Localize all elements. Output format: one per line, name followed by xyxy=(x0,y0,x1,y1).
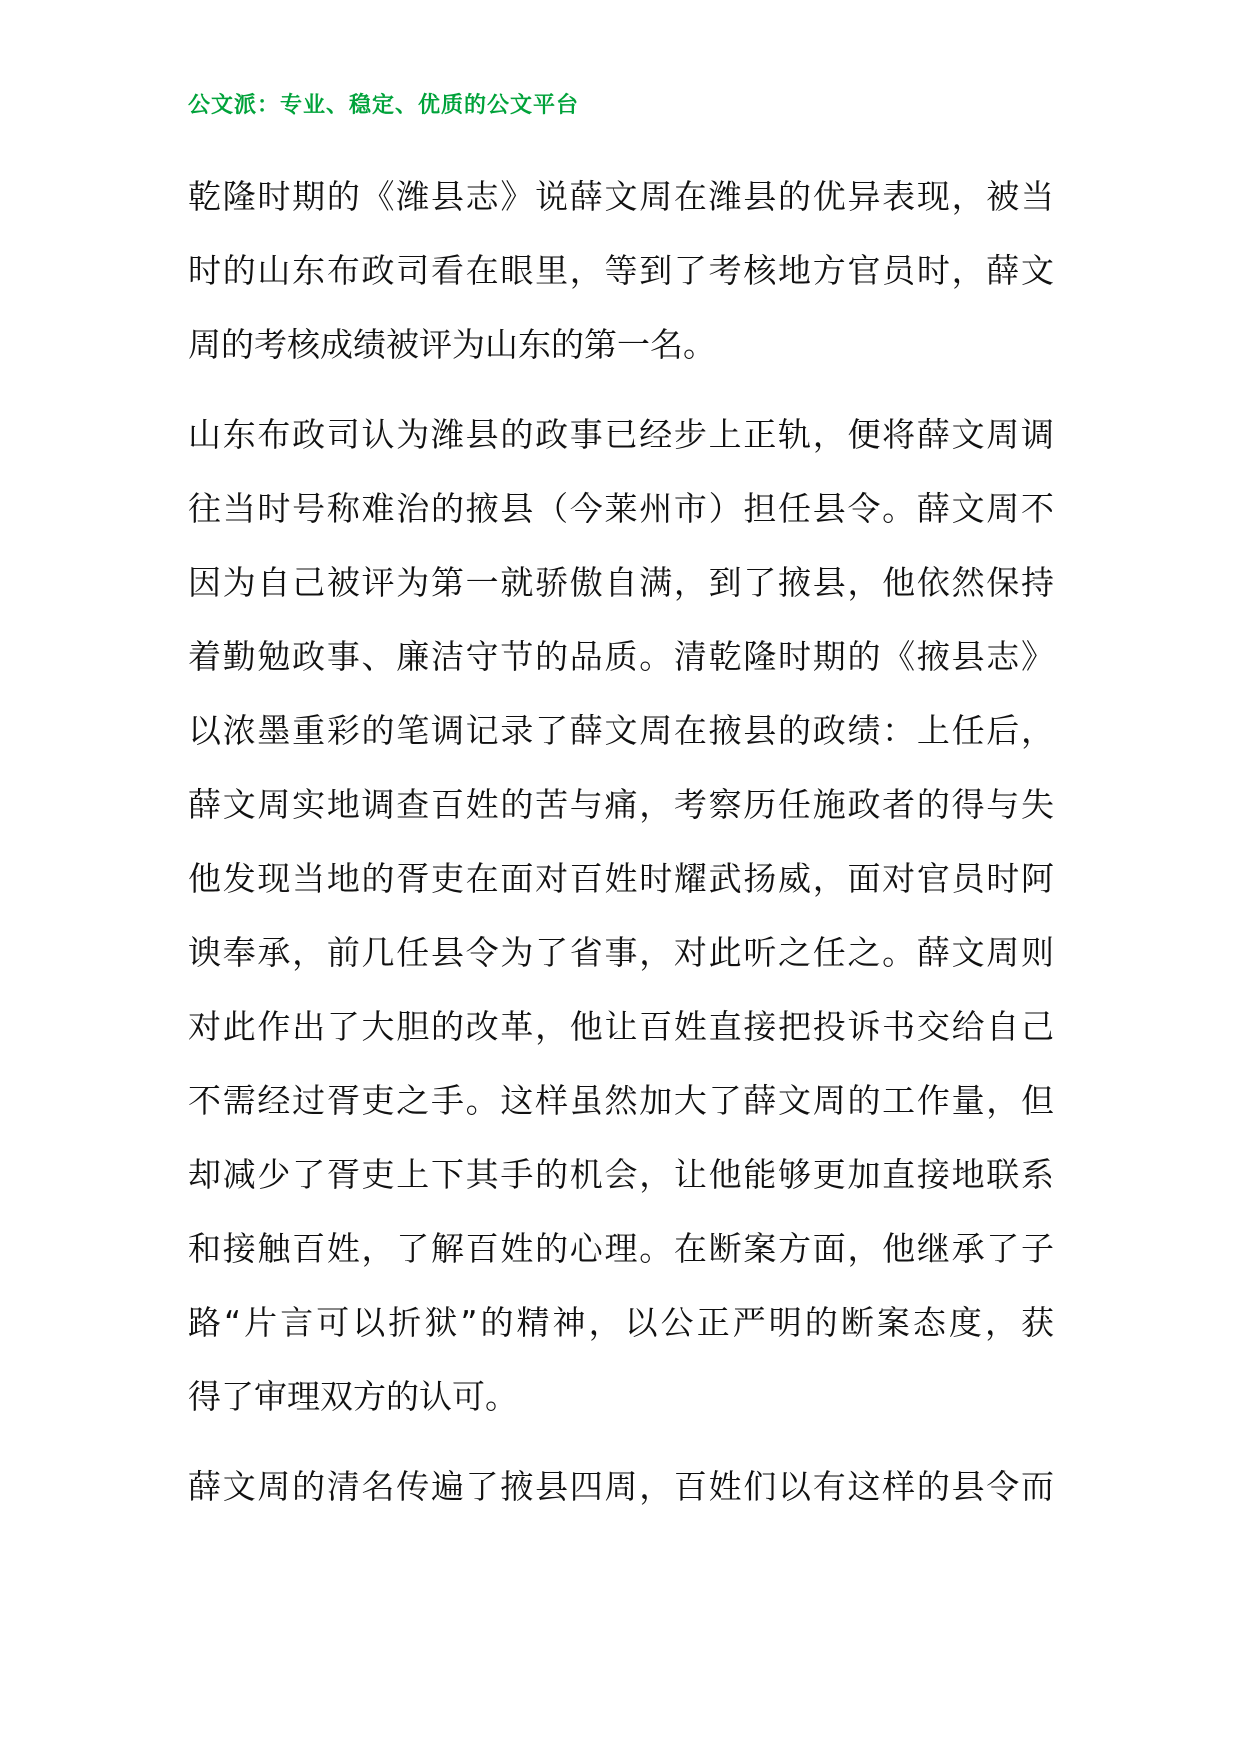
text-line: 以浓墨重彩的笔调记录了薛文周在掖县的政绩：上任后， xyxy=(188,711,1054,750)
text-line: 得了审理双方的认可。 xyxy=(188,1377,518,1416)
text-line: 对此作出了大胆的改革，他让百姓直接把投诉书交给自己 xyxy=(188,1007,1054,1046)
paragraph-2 xyxy=(188,398,1054,1434)
text-line: 山东布政司认为潍县的政事已经步上正轨，便将薛文周调 xyxy=(188,415,1054,454)
text-line: 路“片言可以折狱”的精神，以公正严明的断案态度，获 xyxy=(188,1303,1054,1342)
document-body xyxy=(188,160,1054,1540)
text-line: 着勤勉政事、廉洁守节的品质。清乾隆时期的《掖县志》 xyxy=(188,637,1054,676)
text-line: 乾隆时期的《潍县志》说薛文周在潍县的优异表现，被当 xyxy=(188,177,1054,216)
text-line: 和接触百姓，了解百姓的心理。在断案方面，他继承了子 xyxy=(188,1229,1054,1268)
paragraph-3 xyxy=(188,1450,1054,1524)
text-line: 往当时号称难治的掖县（今莱州市）担任县令。薛文周不 xyxy=(188,489,1054,528)
text-line: 却减少了胥吏上下其手的机会，让他能够更加直接地联系 xyxy=(188,1155,1054,1194)
text-line: 因为自己被评为第一就骄傲自满，到了掖县，他依然保持 xyxy=(188,563,1054,602)
text-line: 谀奉承，前几任县令为了省事，对此听之任之。薛文周则 xyxy=(188,933,1054,972)
site-header: 公文派：专业、稳定、优质的公文平台 xyxy=(188,93,580,118)
text-line: 周的考核成绩被评为山东的第一名。 xyxy=(188,325,716,364)
text-line: 薛文周的清名传遍了掖县四周，百姓们以有这样的县令而 xyxy=(188,1467,1054,1506)
paragraph-1 xyxy=(188,160,1054,382)
text-line: 他发现当地的胥吏在面对百姓时耀武扬威，面对官员时阿 xyxy=(188,859,1054,898)
text-line: 薛文周实地调查百姓的苦与痛，考察历任施政者的得与失 xyxy=(188,785,1054,824)
text-line: 时的山东布政司看在眼里，等到了考核地方官员时，薛文 xyxy=(188,251,1054,290)
text-line: 不需经过胥吏之手。这样虽然加大了薛文周的工作量，但 xyxy=(188,1081,1054,1120)
